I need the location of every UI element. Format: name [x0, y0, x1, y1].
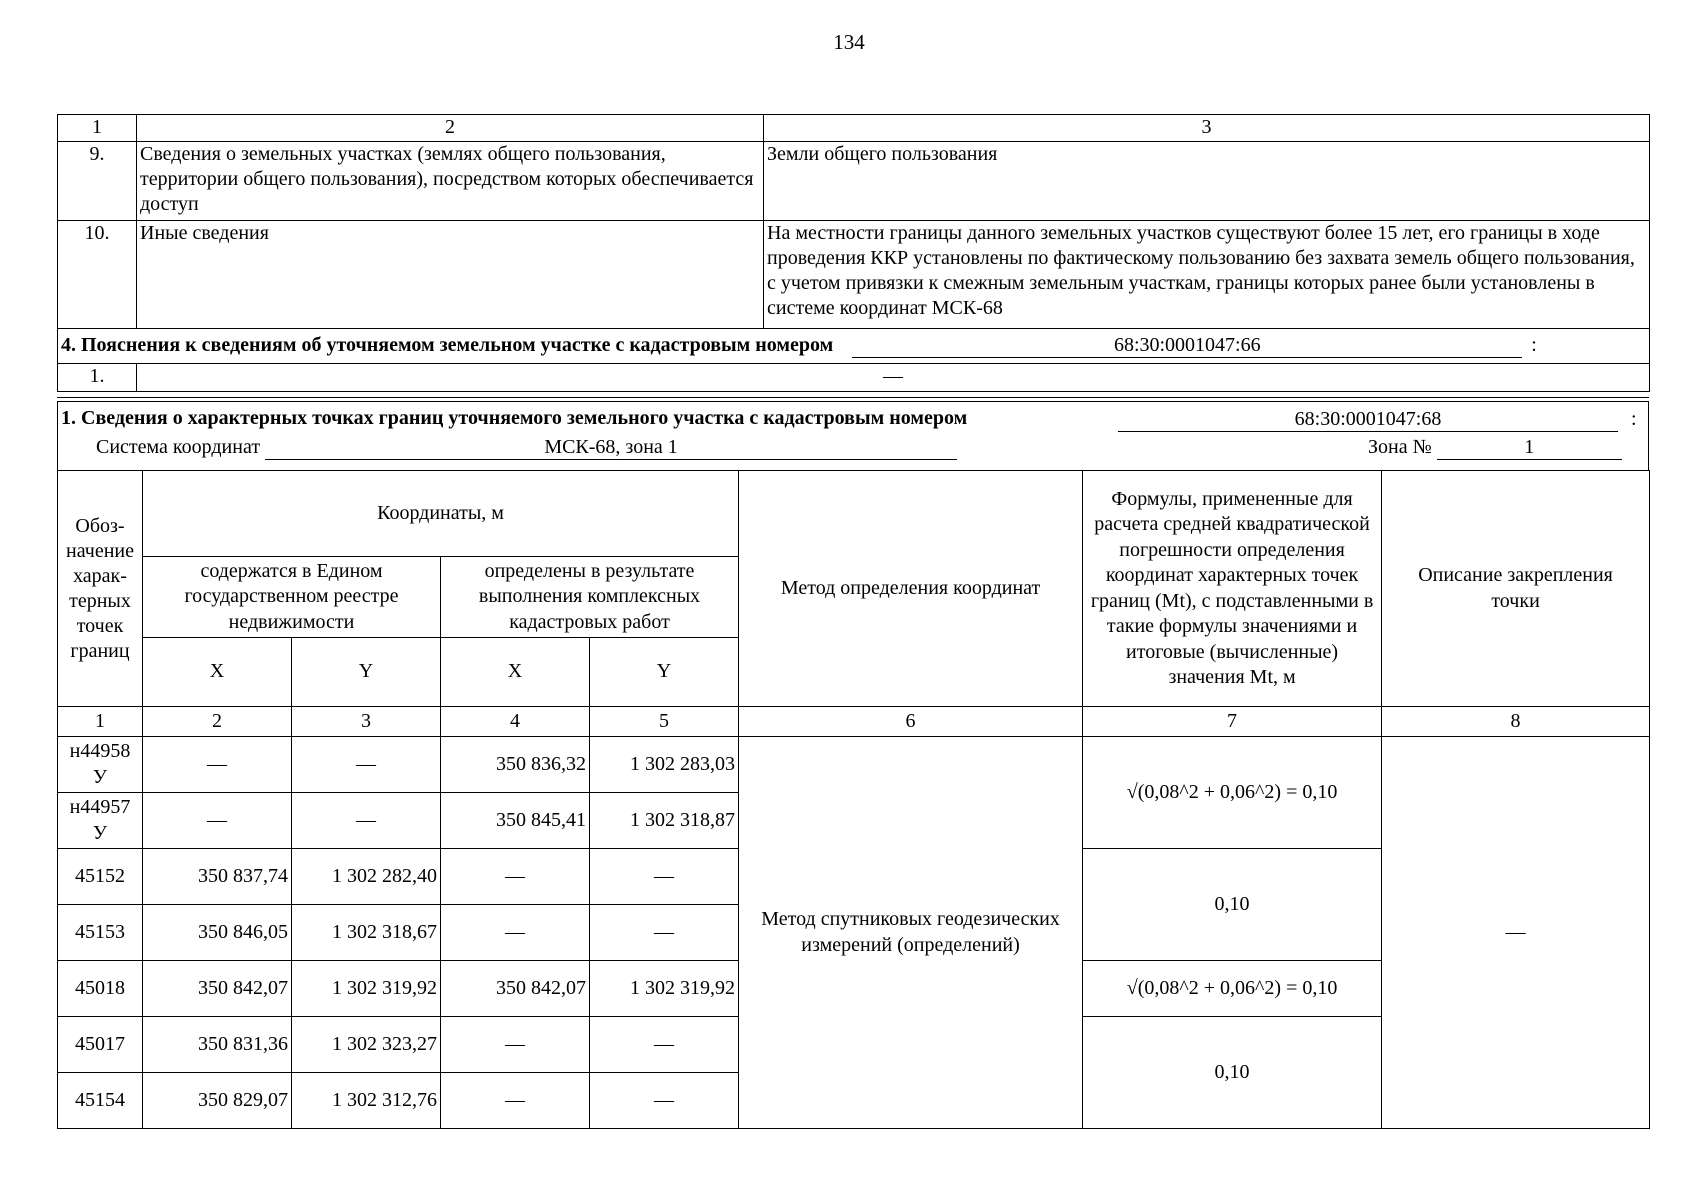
section4-cadastral-number: 68:30:0001047:66 [852, 333, 1522, 358]
formula-value: √(0,08^2 + 0,06^2) = 0,10 [1083, 737, 1382, 849]
x-egrn: 350 842,07 [143, 961, 292, 1017]
y-header: Y [590, 638, 739, 707]
section1-header [57, 401, 1649, 470]
header-row [58, 115, 1650, 142]
colon: : [1531, 334, 1537, 356]
x-kkr: 350 845,41 [441, 793, 590, 849]
column-number: 5 [590, 707, 739, 737]
coord-system-value: МСК-68, зона 1 [265, 435, 957, 460]
description-value: — [1382, 737, 1650, 1129]
points-table [57, 470, 1650, 1129]
y-kkr: 1 302 318,87 [590, 793, 739, 849]
column-number: 1 [58, 707, 143, 737]
zone-value: 1 [1437, 435, 1622, 460]
table-row [58, 142, 1650, 221]
y-kkr: — [590, 1073, 739, 1129]
row-value: — [137, 364, 1650, 392]
divider [57, 397, 1649, 398]
formula-value: 0,10 [1083, 849, 1382, 961]
formula-value: √(0,08^2 + 0,06^2) = 0,10 [1083, 961, 1382, 1017]
point-id: 45154 [58, 1073, 143, 1129]
y-egrn: 1 302 282,40 [292, 849, 441, 905]
header-cell: 1 [58, 115, 137, 142]
table-row [58, 364, 1650, 392]
column-numbers-row [58, 707, 1650, 737]
y-kkr: — [590, 849, 739, 905]
colon: : [1631, 408, 1637, 430]
info-table [57, 114, 1650, 392]
x-egrn: — [143, 793, 292, 849]
row-number: 9. [58, 142, 137, 221]
x-header: X [441, 638, 590, 707]
section1-cadastral-number: 68:30:0001047:68 [1118, 407, 1618, 432]
y-egrn: 1 302 323,27 [292, 1017, 441, 1073]
y-egrn: — [292, 737, 441, 793]
y-egrn: 1 302 312,76 [292, 1073, 441, 1129]
method-header: Метод определения координат [739, 471, 1083, 707]
x-egrn: 350 846,05 [143, 905, 292, 961]
column-number: 8 [1382, 707, 1650, 737]
row-number: 10. [58, 221, 137, 329]
column-number: 7 [1083, 707, 1382, 737]
header-cell: 2 [137, 115, 764, 142]
egrn-header: содержатся в Едином государственном реестре недвижимости [143, 557, 441, 638]
formula-value: 0,10 [1083, 1017, 1382, 1129]
x-egrn: — [143, 737, 292, 793]
point-id: 45152 [58, 849, 143, 905]
x-kkr: — [441, 1073, 590, 1129]
row-number: 1. [58, 364, 137, 392]
coordinates-header: Координаты, м [143, 471, 739, 557]
x-kkr: 350 836,32 [441, 737, 590, 793]
section1-title: 1. Сведения о характерных точках границ уточняемого земельного участка с кадастровым номером [61, 407, 968, 429]
y-egrn: 1 302 319,92 [292, 961, 441, 1017]
x-kkr: — [441, 1017, 590, 1073]
y-kkr: — [590, 1017, 739, 1073]
page-number: 134 [833, 30, 865, 54]
point-id: 45153 [58, 905, 143, 961]
y-egrn: 1 302 318,67 [292, 905, 441, 961]
y-kkr: 1 302 283,03 [590, 737, 739, 793]
column-number: 6 [739, 707, 1083, 737]
zone-label: Зона № [1368, 436, 1432, 458]
row-name: Сведения о земельных участках (землях общего пользования, территории общего пользования), посредством которых обеспечивается доступ [137, 142, 764, 221]
coord-system-label: Система координат [96, 436, 261, 458]
row-value: Земли общего пользования [764, 142, 1650, 221]
row-value: На местности границы данного земельных участков существуют более 15 лет, его границы в ходе проведения ККР установлены по фактическому пользованию без захвата земель общего пользования, с учетом привязки к смежным земельным участкам, границы которых ранее были установлены в системе координат МСК-68 [764, 221, 1650, 329]
x-kkr: — [441, 849, 590, 905]
x-egrn: 350 831,36 [143, 1017, 292, 1073]
column-number: 3 [292, 707, 441, 737]
table-row [58, 737, 1650, 793]
header-cell: 3 [764, 115, 1650, 142]
row-name: Иные сведения [137, 221, 764, 329]
x-kkr: 350 842,07 [441, 961, 590, 1017]
description-header: Описание закрепления точки [1382, 471, 1650, 707]
y-egrn: — [292, 793, 441, 849]
point-id: 45017 [58, 1017, 143, 1073]
designation-header: Обоз- начение харак- терных точек границ [58, 471, 143, 707]
point-id: 45018 [58, 961, 143, 1017]
section4-title-row [58, 329, 1650, 364]
y-kkr: 1 302 319,92 [590, 961, 739, 1017]
column-number: 2 [143, 707, 292, 737]
point-id: н44957 У [58, 793, 143, 849]
table-row [58, 221, 1650, 329]
y-header: Y [292, 638, 441, 707]
y-kkr: — [590, 905, 739, 961]
point-id: н44958 У [58, 737, 143, 793]
x-egrn: 350 837,74 [143, 849, 292, 905]
method-value: Метод спутниковых геодезических измерений (определений) [739, 737, 1083, 1129]
x-egrn: 350 829,07 [143, 1073, 292, 1129]
kkr-header: определены в результате выполнения комплексных кадастровых работ [441, 557, 739, 638]
column-number: 4 [441, 707, 590, 737]
formulas-header: Формулы, примененные для расчета средней квадратической погрешности определения координат характерных точек границ (Mt), с подставленными в такие формулы значениями и итоговые (вычисленные) значения Mt, м [1083, 471, 1382, 707]
x-header: X [143, 638, 292, 707]
x-kkr: — [441, 905, 590, 961]
section4-title: 4. Пояснения к сведениям об уточняемом земельном участке с кадастровым номером [61, 334, 834, 356]
